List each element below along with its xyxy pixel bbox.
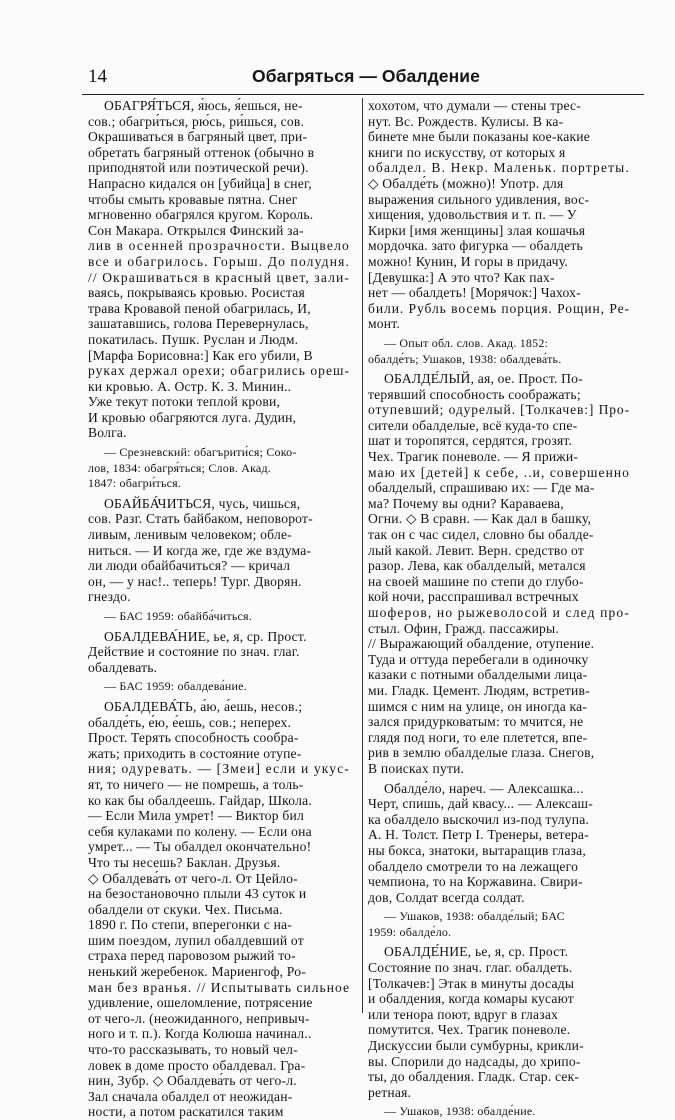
text-line: ретная.: [368, 1084, 412, 1100]
text-line: обалдевать.: [88, 659, 158, 675]
text-line: ◇ Обалде́ть (можно)! Употр. для: [368, 175, 564, 191]
text-line: ОБАЛДЕВА́НИЕ, ье, я, ср. Прост.: [104, 628, 307, 644]
text-line: — Ушаков, 1938: обалде́лый; БАС: [384, 909, 565, 924]
text-line: ◇ Обалдева́ть от чего-л. От Цейло-: [88, 870, 298, 886]
text-line: ят, то ничего — не помрешь, а толь-: [88, 776, 304, 792]
text-line: книги по искусству, от которых я: [368, 144, 566, 160]
text-line: разор. Лева, как обалделый, метался: [368, 558, 586, 574]
text-line: зашатавшись, голова Перевернулась,: [88, 316, 309, 332]
text-line: 1847: обагри́ться.: [88, 476, 182, 491]
text-line: обалде́ть, е́ю, е́ешь, сов.; неперех.: [88, 714, 292, 730]
text-line: ко как бы обалдеешь. Гайдар, Школа.: [88, 792, 312, 808]
text-line: обретать багряный оттенок (обычно в: [88, 144, 315, 160]
text-line: умрет... — Ты обалдел окончательно!: [88, 839, 312, 855]
text-line: жать; приходить в состояние отупе-: [88, 745, 302, 761]
text-line: Прост. Терять способность сообра-: [88, 730, 299, 746]
text-line: шоферов, но рыжеволосой и след про-: [368, 605, 630, 620]
text-line: кой ночи, расспрашивал встречных: [368, 589, 579, 605]
text-line: так он с час сидел, словно бы обалде-: [368, 527, 594, 543]
text-line: ности, а потом раскатился таким: [88, 1104, 284, 1120]
text-line: ман без вранья. // Испытывать сильное: [88, 979, 351, 995]
text-line: шат и торопятся, сердятся, грозят.: [368, 433, 573, 449]
header-rule: [82, 94, 644, 95]
text-line: ваясь, покрываясь кровью. Росистая: [88, 285, 305, 301]
text-line: [Девушка:] А это что? Как пах-: [368, 269, 555, 285]
text-line: трава Кровавой пеной обагрилась, И,: [88, 300, 311, 316]
text-line: хищения, удовольствия и т. п. — У: [368, 207, 577, 223]
text-line: чтобы смыть кровавые пятна. Снег: [88, 191, 298, 207]
text-line: ки кровью. А. Остр. К. З. Минин..: [88, 378, 292, 394]
text-line: Зал сначала обалдел от неожидан-: [88, 1088, 293, 1104]
text-line: казаки с потными обалделыми лица-: [368, 667, 588, 683]
text-line: лый какой. Левит. Верн. средство от: [368, 542, 584, 558]
text-line: покатилась. Пушк. Руслан и Людм.: [88, 331, 299, 347]
text-line: стыл. Офин, Гражд. пассажиры.: [368, 620, 559, 636]
text-line: страха перед паровозом рыжий то-: [88, 948, 296, 964]
text-line: сители обалделые, всё куда-то спе-: [368, 417, 578, 433]
text-line: обалделый, спрашиваю их: — Где ма-: [368, 480, 595, 496]
text-line: били. Рубль восемь порция. Рощин, Ре-: [368, 300, 631, 316]
text-line: ли люди обайбачиться? — кричал: [88, 558, 291, 574]
text-line: зался придурковатым: то мчится, не: [368, 714, 584, 730]
text-line: ми. Гладк. Цемент. Людям, встретив-: [368, 682, 590, 698]
text-line: ты, до обалдения. Гладк. Стар. сек-: [368, 1069, 580, 1085]
text-line: ния; одуревать. — [Змеи] если и укус-: [88, 761, 350, 777]
text-line: что-то рассказывать, то новый чел-: [88, 1042, 298, 1058]
text-line: ловек в доме просто обалдевал. Гра-: [88, 1057, 306, 1073]
text-line: лов, 1834: обагря́ться; Слов. Акад.: [88, 460, 271, 475]
text-line: ного и т. п.). Когда Колюша начинал..: [88, 1026, 312, 1042]
text-line: Действие и состояние по знач. глаг.: [88, 644, 300, 660]
text-line: — Ушаков, 1938: обалде́ние.: [384, 1104, 536, 1119]
text-line: Чех. Трагик поневоле. — Я прижи-: [368, 449, 579, 465]
text-line: и обалдения, когда комары кусают: [368, 991, 574, 1007]
left-column: [88, 98, 350, 1120]
text-line: обалдело смотрели то на лежащего: [368, 858, 579, 874]
text-line: руках держал орехи; обагрились ореш-: [88, 363, 350, 379]
text-line: шимся с ним на улице, он иногда ка-: [368, 698, 588, 714]
text-line: Сон Макара. Открылся Финский за-: [88, 222, 304, 238]
text-line: мгновенно обагрялся кругом. Король.: [88, 207, 314, 223]
right-column: [368, 98, 630, 1120]
text-line: Уже текут потоки теплой крови,: [88, 394, 281, 410]
text-line: 1959: обалде́ло.: [368, 924, 452, 939]
text-line: Обалде́ло, нареч. — Алексашка...: [384, 780, 584, 796]
text-line: от чего-л. (неожиданного, непривыч-: [88, 1010, 310, 1026]
text-line: выражения сильного удивления, вос-: [368, 191, 590, 207]
text-line: дов, Солдат всегда солдат.: [368, 889, 525, 905]
page-number: 14: [88, 66, 107, 87]
text-line: — Если Мила умрет! — Виктор бил: [88, 808, 304, 824]
text-line: И кровью обагряются луга. Дудин,: [88, 409, 297, 425]
text-line: — БАС 1959: обайба́читься.: [104, 609, 252, 623]
text-line: Черт, спишь, дай квасу... — Алексаш-: [368, 796, 593, 812]
text-line: на своей машине по степи до глубо-: [368, 573, 584, 589]
text-line: на безостановочно плыли 43 суток и: [88, 886, 307, 902]
text-line: — БАС 1959: обалдева́ние.: [104, 679, 247, 694]
text-line: монт.: [368, 316, 400, 332]
text-line: вы. Спорили до надсады, до хрипо-: [368, 1053, 581, 1069]
text-line: хохотом, что думали — стены трес-: [368, 98, 582, 113]
text-line: или тенора поют, вдруг в глазах: [368, 1006, 559, 1022]
text-line: маю их [детей] к себе, ..и, совершенно: [368, 464, 631, 480]
text-line: чемпиона, то на Коржавина. Свири-: [368, 874, 583, 890]
text-line: ненький жеребенок. Мариенгоф, Ро-: [88, 964, 306, 980]
text-line: он, — у нас!.. теперь! Тург. Дворян.: [88, 573, 302, 589]
text-line: гнездо.: [88, 589, 131, 605]
text-line: обалде́ть; Ушаков, 1938: обалдева́ть.: [368, 351, 562, 366]
text-line: нут. Вс. Рождеств. Кулисы. В ка-: [368, 113, 564, 129]
text-line: обалдел. В. Некр. Маленьк. портреты.: [368, 160, 631, 176]
text-line: Дискуссии были сумбурны, крикли-: [368, 1038, 584, 1054]
text-line: Что ты несешь? Баклан. Друзья.: [88, 854, 281, 870]
text-line: Кирки [имя женщины] злая кошачья: [368, 222, 586, 238]
text-line: // Выражающий обалдение, отупение.: [368, 636, 595, 652]
text-line: нет — обалдеть! [Морячок:] Чахох-: [368, 285, 581, 301]
column-divider: [362, 98, 363, 1013]
text-line: ОБАЛДЕ́НИЕ, ье, я, ср. Прост.: [384, 944, 569, 960]
text-line: Окрашиваться в багряный цвет, при-: [88, 129, 308, 145]
text-line: бинете мне были показаны кое-какие: [368, 129, 590, 145]
text-line: [Марфа Борисовна:] Как его убили, В: [88, 347, 313, 363]
text-line: шим поездом, лупил обалдевший от: [88, 932, 304, 948]
text-line: Напрасно кидался он [убийца] в снег,: [88, 175, 312, 191]
text-line: // Окрашиваться в красный цвет, зали-: [88, 269, 350, 285]
text-line: приподнятой или поэтической речи).: [88, 160, 309, 176]
text-line: мордочка. зато фигурка — обалдеть: [368, 238, 583, 254]
text-line: помутится. Чех. Трагик поневоле.: [368, 1022, 571, 1038]
running-title: Обагряться — Обалдение: [252, 66, 480, 86]
text-line: [Толкачев:] Этак в минуты досады: [368, 975, 575, 991]
text-line: В поисках пути.: [368, 760, 465, 776]
text-line: ка обалдело выскочил из-под тулупа.: [368, 811, 590, 827]
text-line: глядя под ноги, то еле плетется, впе-: [368, 729, 588, 745]
text-line: себя кулаками по колену. — Если она: [88, 823, 312, 839]
text-line: 1890 г. По степи, вперегонки с на-: [88, 917, 293, 933]
text-line: лив в осенней прозрачности. Выцвело: [88, 238, 351, 254]
text-line: ОБАГРЯ́ТЬСЯ, я́юсь, я́ешься, не-: [104, 98, 303, 113]
text-line: ливым, ленивым человеком; обле-: [88, 527, 292, 543]
text-line: ОБАЙБА́ЧИТЬСЯ, чусь, чишься,: [104, 495, 301, 511]
text-line: Огни. ◇ В сравн. — Как дал в башку,: [368, 511, 592, 527]
text-line: сов. Разг. Стать байбаком, неповорот-: [88, 511, 313, 527]
text-line: рив в землю обалделые глаза. Снегов,: [368, 745, 595, 761]
text-line: обалдели от скуки. Чех. Письма.: [88, 901, 283, 917]
text-line: Туда и оттуда перебегали в одиночку: [368, 651, 589, 667]
text-line: ОБАЛДЕВА́ТЬ, а́ю, а́ешь, несов.;: [104, 698, 303, 714]
text-line: нин, Зубр. ◇ Обалдева́ть от чего-л.: [88, 1073, 297, 1089]
text-line: ма? Почему вы одни? Караваева,: [368, 495, 564, 511]
text-line: — Срезневский: обагърити́ся; Соко-: [104, 445, 297, 460]
text-line: можно! Кунин, И горы в придачу.: [368, 253, 568, 269]
text-line: Состояние по знач. глаг. обалдеть.: [368, 960, 573, 976]
text-line: — Опыт обл. слов. Акад. 1852:: [384, 335, 549, 350]
text-line: А. Н. Толст. Петр I. Тренеры, ветера-: [368, 827, 589, 843]
text-line: Волга.: [88, 425, 127, 441]
text-line: терявший способность соображать;: [368, 386, 581, 402]
text-line: все и обагрилось. Горыш. До полудня.: [88, 253, 350, 269]
text-line: удивление, ошеломление, потрясение: [88, 995, 313, 1011]
text-line: ниться. — И когда же, где же вздума-: [88, 542, 312, 558]
text-line: ны бокса, знатоки, вытаращив глаза,: [368, 842, 586, 858]
text-line: сов.; обагри́ться, рю́сь, ри́шься, сов.: [88, 113, 305, 129]
text-line: отупевший; одурелый. [Толкачев:] Про-: [368, 402, 630, 418]
text-line: ОБАЛДЕ́ЛЫЙ, ая, ое. Прост. По-: [384, 371, 583, 387]
